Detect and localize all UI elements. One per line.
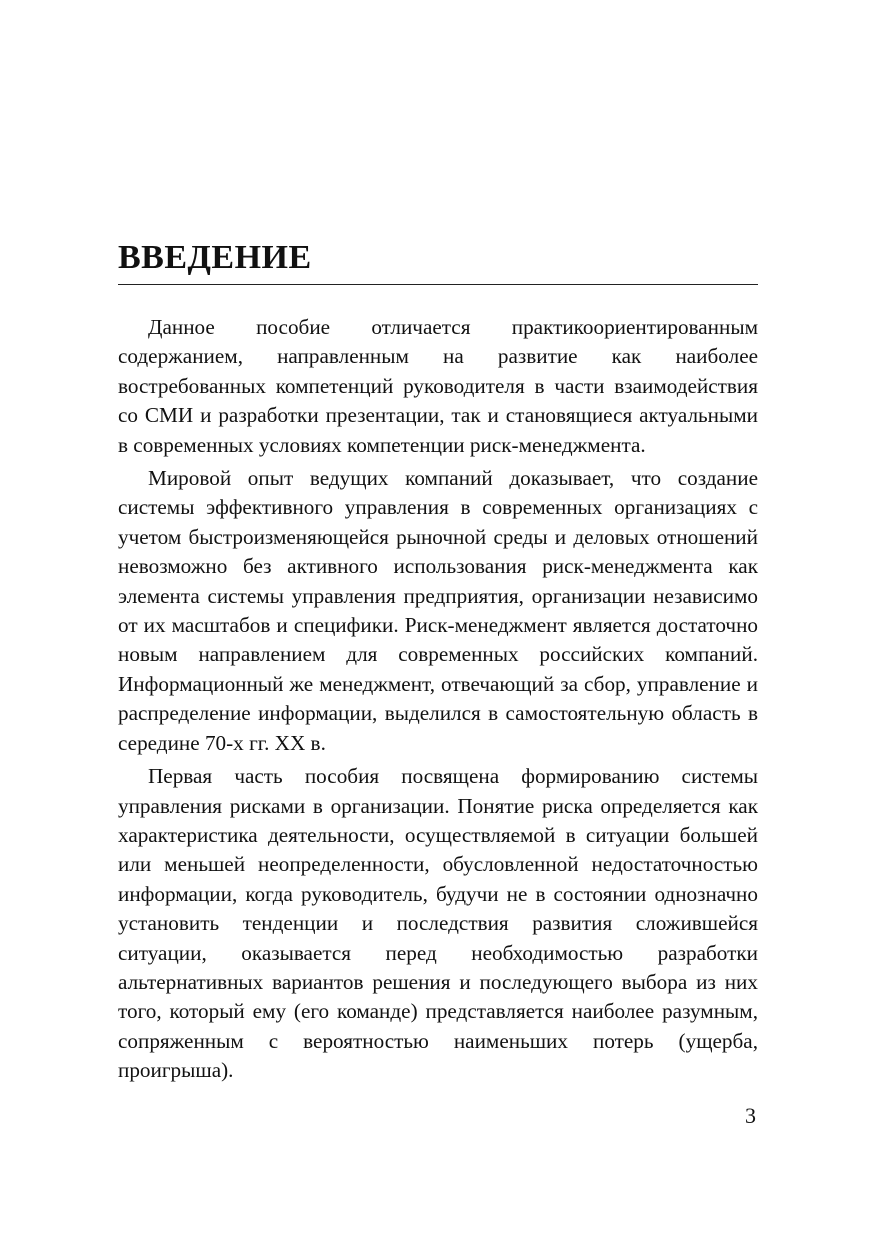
paragraph-2: Мировой опыт ведущих компаний доказывает, что создание системы эффективного управления в современных организациях с учетом быстроизменяющейся рыночной среды и деловых отношений невозможно без активного использования риск-менеджмента как элемента системы управления предприятия, организации независимо от их масштабов и специфики. Риск-менеджмент является достаточно новым направлением для современных российских компаний. Информационный же менеджмент, отвечающий за сбор, управление и распределение информации, выделился в самостоятельную область в середине 70-х гг. XX в.: [118, 466, 758, 755]
body-text: [118, 313, 758, 1086]
title-underline: [118, 284, 758, 285]
paragraph-3: Первая часть пособия посвящена формированию системы управления рисками в организации. Понятие риска определяется как характеристика деятельности, осуществляемой в ситуации большей или меньшей неопределенности, обусловленной недостаточностью информации, когда руководитель, будучи не в состоянии однозначно установить тенденции и последствия развития сложившейся ситуации, оказывается перед необходимостью разработки альтернативных вариантов решения и последующего выбора из них того, который ему (его команде) представляется наиболее разумным, сопряженным с вероятностью наименьших потерь (ущерба, проигрыша).: [118, 764, 758, 1083]
paragraph-1: Данное пособие отличается практикоориентированным содержанием, направленным на развитие как наиболее востребованных компетенций руководителя в части взаимодействия со СМИ и разработки презентации, так и становящиеся актуальными в современных условиях компетенции риск-менеджмента.: [118, 315, 758, 457]
page-content: [118, 236, 758, 1090]
chapter-title: ВВЕДЕНИЕ: [118, 239, 312, 276]
page-number: 3: [745, 1103, 756, 1128]
